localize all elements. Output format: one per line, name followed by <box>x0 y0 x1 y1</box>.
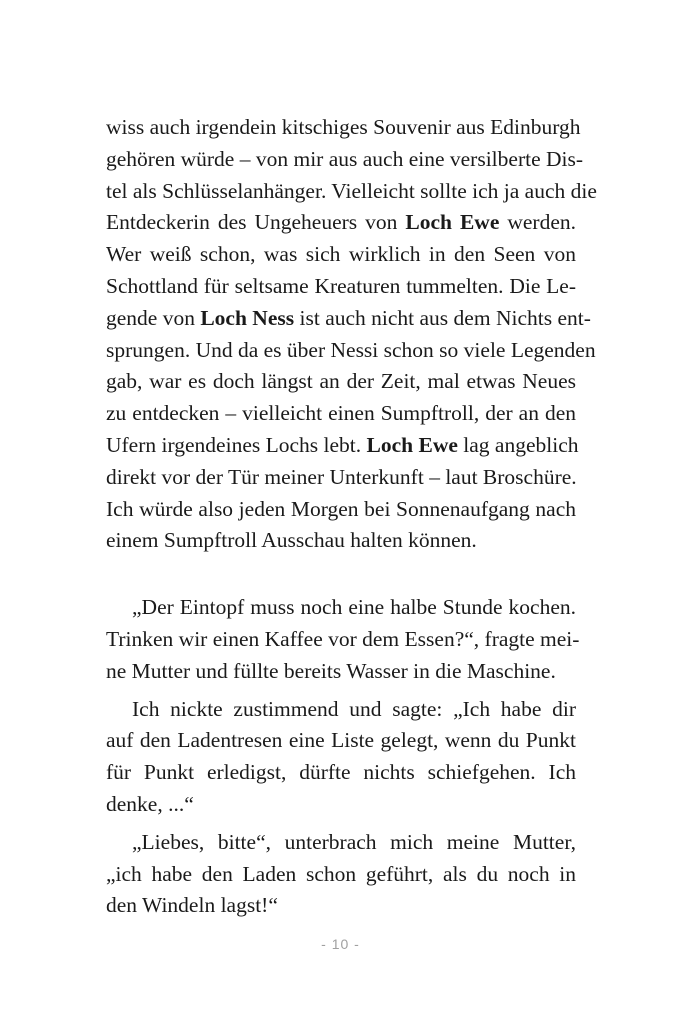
text-line: wiss auch irgendein kitschiges Souvenir aus Edinburgh <box>106 115 581 139</box>
place-name-bold: Loch Ewe <box>366 432 458 457</box>
paragraph-eintopf <box>106 592 580 687</box>
paragraph-laden <box>106 827 576 922</box>
text-line: tel als Schlüsselanhänger. Vielleicht sollte ich ja auch die <box>106 178 597 203</box>
text-run: Ufern irgendeines Lochs lebt. <box>106 432 362 457</box>
text-line: sprungen. Und da es über Nessi schon so viele Legenden <box>106 337 596 362</box>
paragraph-souvenir <box>106 112 597 557</box>
text-line: denke, ...“ <box>106 791 194 816</box>
text-run: werden. <box>507 210 577 235</box>
section-break <box>106 557 576 592</box>
text-line: auf den Ladentresen eine Liste gelegt, wenn du Punkt <box>106 728 576 753</box>
text-line: einem Sumpftroll Ausschau halten können. <box>106 528 477 553</box>
text-line: direkt vor der Tür meiner Unterkunft – laut Broschüre. <box>106 464 577 489</box>
book-page-text <box>106 112 597 922</box>
text-line <box>106 303 591 335</box>
place-name-bold: Loch Ness <box>200 305 295 330</box>
paragraph-liste <box>106 694 576 821</box>
text-line: Wer weiß schon, was sich wirklich in den Seen von <box>106 242 576 267</box>
text-line: „ich habe den Laden schon geführt, als du noch in <box>106 861 576 886</box>
text-line <box>106 430 579 462</box>
text-line: „Liebes, bitte“, unterbrach mich meine Mutter, <box>132 829 576 854</box>
text-line: Schottland für seltsame Kreaturen tummelten. Die Le- <box>106 273 576 298</box>
text-line: Ich würde also jeden Morgen bei Sonnenaufgang nach <box>106 496 576 521</box>
text-line: „Der Eintopf muss noch eine halbe Stunde kochen. <box>132 595 576 620</box>
text-run: Entdeckerin des Ungeheuers von <box>106 210 398 235</box>
text-line: den Windeln lagst!“ <box>106 893 278 918</box>
text-line: gehören würde – von mir aus auch eine versilberte Dis- <box>106 146 584 171</box>
text-line: für Punkt erledigst, dürfte nichts schiefgehen. Ich <box>106 760 576 785</box>
text-line: ne Mutter und füllte bereits Wasser in die Maschine. <box>106 658 556 683</box>
text-line: Ich nickte zustimmend und sagte: „Ich habe dir <box>132 696 576 721</box>
text-line: Trinken wir einen Kaffee vor dem Essen?“, fragte mei- <box>106 626 580 651</box>
text-run: lag angeblich <box>463 432 579 457</box>
text-run: ist auch nicht aus dem Nichts ent- <box>299 305 591 330</box>
page-number: - 10 - <box>321 936 360 952</box>
text-line: zu entdecken – vielleicht einen Sumpftroll, der an den <box>106 401 576 426</box>
text-line: gab, war es doch längst an der Zeit, mal etwas Neues <box>106 369 576 394</box>
text-line <box>106 207 576 239</box>
text-run: gende von <box>106 305 195 330</box>
place-name-bold: Loch Ewe <box>405 210 500 235</box>
